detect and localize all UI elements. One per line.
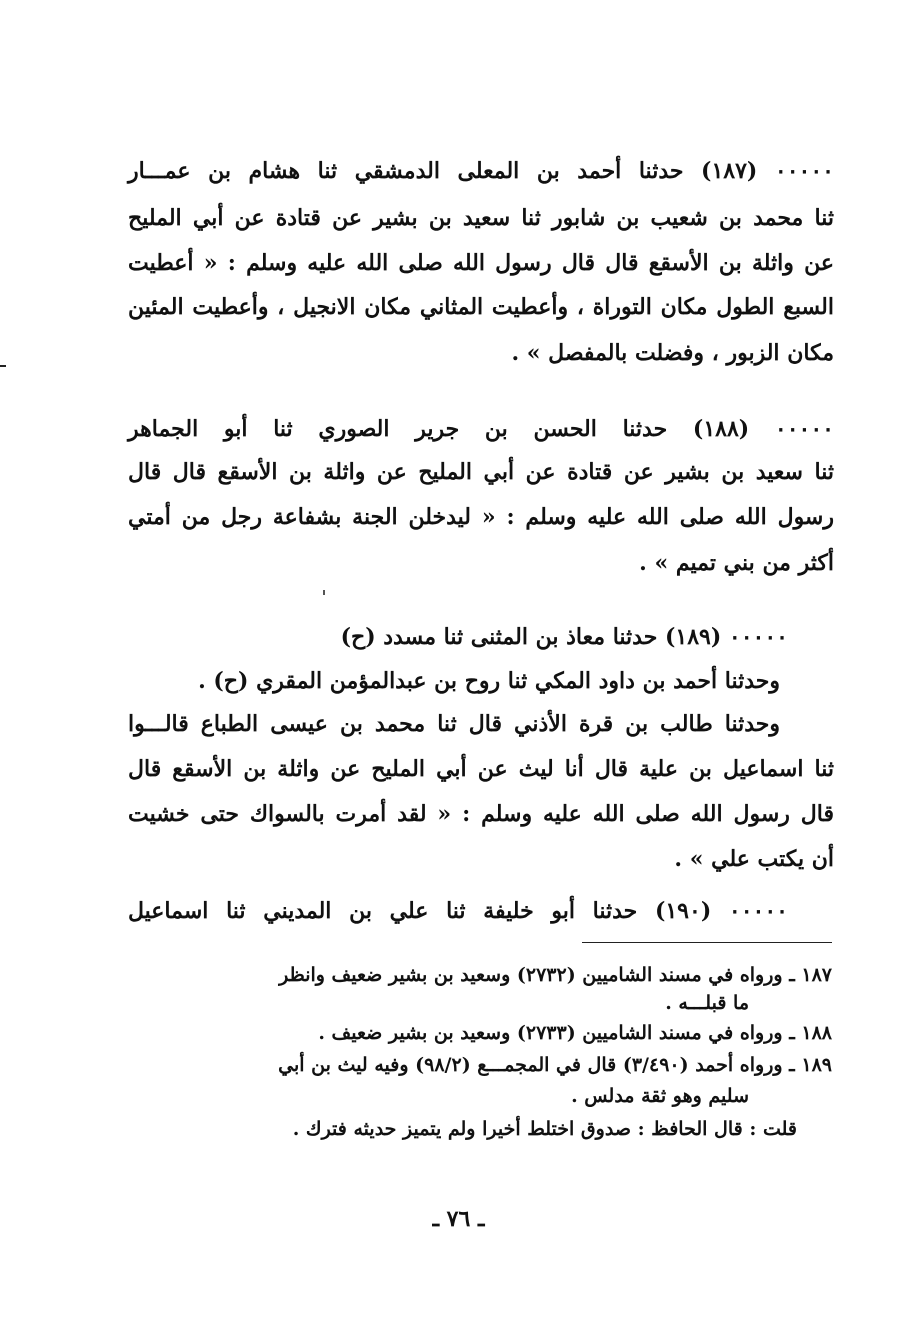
hadith-188-line-4: أكثر من بني تميم » . xyxy=(639,550,834,576)
footnote-188: ١٨٨ ـ ورواه في مسند الشاميين (٢٧٣٣) وسعيد بن بشير ضعيف . xyxy=(318,1022,832,1044)
hadith-189-line-1: ٠٠٠٠٠ (١٨٩) حدثنا معاذ بن المثنى ثنا مسدد (ح) xyxy=(340,624,788,650)
scan-mark xyxy=(323,590,325,595)
hadith-189-line-4: ثنا اسماعيل بن علية قال أنا ليث عن أبي المليح عن واثلة بن الأسقع قال xyxy=(128,756,834,782)
hadith-188-line-1: ٠٠٠٠٠ (١٨٨) حدثنا الحسن بن جرير الصوري ثنا أبو الجماهر xyxy=(128,416,834,442)
hadith-188-line-3: رسول الله صلى الله عليه وسلم : « ليدخلن الجنة بشفاعة رجل من أمتي xyxy=(128,504,834,530)
hadith-187-line-5: مكان الزبور ، وفضلت بالمفصل » . xyxy=(511,340,834,366)
hadith-187-line-2: ثنا محمد بن شعيب بن شابور ثنا سعيد بن بشير عن قتادة عن أبي المليح xyxy=(128,205,834,231)
footnote-separator xyxy=(582,942,832,943)
hadith-189-line-5: قال رسول الله صلى الله عليه وسلم : « لقد أمرت بالسواك حتى خشيت xyxy=(128,801,834,827)
hadith-190-line-1: ٠٠٠٠٠ (١٩٠) حدثنا أبو خليفة ثنا علي بن المديني ثنا اسماعيل xyxy=(128,898,788,924)
footnote-187-line-2: ما قبلـــه . xyxy=(665,992,749,1014)
scan-mark xyxy=(0,365,6,367)
hadith-189-line-2: وحدثنا أحمد بن داود المكي ثنا روح بن عبدالمؤمن المقري (ح) . xyxy=(198,668,780,694)
hadith-187-line-3: عن واثلة بن الأسقع قال قال رسول الله صلى الله عليه وسلم : « أعطيت xyxy=(128,250,835,276)
hadith-188-line-2: ثنا سعيد بن بشير عن قتادة عن أبي المليح عن واثلة بن الأسقع قال قال xyxy=(128,459,834,485)
footnote-189-line-2: سليم وهو ثقة مدلس . xyxy=(571,1085,749,1107)
page-number: ـ ٧٦ ـ xyxy=(432,1206,485,1232)
hadith-187-line-1: ٠٠٠٠٠ (١٨٧) حدثنا أحمد بن المعلى الدمشقي ثنا هشام بن عمـــار xyxy=(128,158,834,184)
footnote-187-line-1: ١٨٧ ـ ورواه في مسند الشاميين (٢٧٣٢) وسعيد بن بشير ضعيف وانظر xyxy=(279,964,832,986)
hadith-189-line-3: وحدثنا طالب بن قرة الأذني قال ثنا محمد بن عيسى الطباع قالـــوا xyxy=(128,711,780,737)
hadith-189-line-6: أن يكتب علي » . xyxy=(674,846,834,872)
hadith-187-line-4: السبع الطول مكان التوراة ، وأعطيت المثاني مكان الانجيل ، وأعطيت المئين xyxy=(128,294,834,320)
footnote-189-note: قلت : قال الحافظ : صدوق اختلط أخيرا ولم يتميز حديثه فترك . xyxy=(292,1118,797,1140)
footnote-189-line-1: ١٨٩ ـ ورواه أحمد (٣/٤٩٠) قال في المجمـــع (٩٨/٢) وفيه ليث بن أبي xyxy=(278,1054,832,1076)
